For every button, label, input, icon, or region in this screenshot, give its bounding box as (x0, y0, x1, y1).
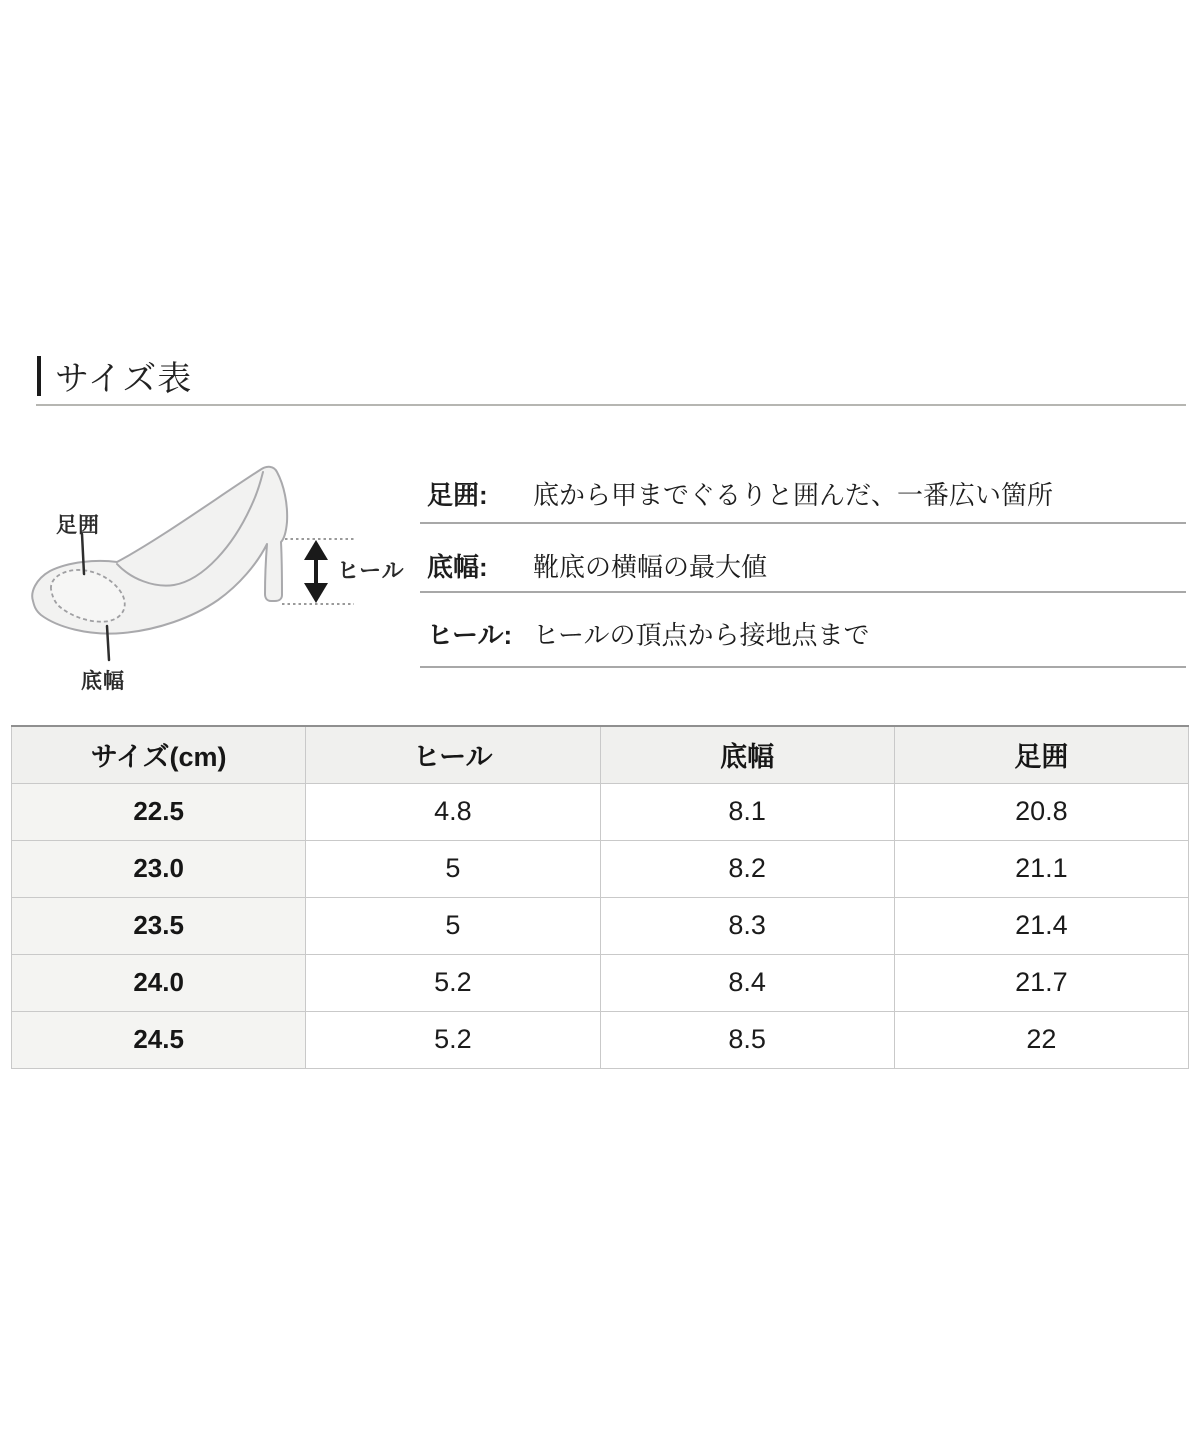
foot-girth-cell: 22 (894, 1011, 1188, 1068)
table-row (12, 783, 1189, 840)
heel-cell: 5.2 (306, 1011, 600, 1068)
title-accent-bar (37, 356, 41, 396)
size-cell: 24.5 (12, 1011, 306, 1068)
page-title: サイズ表 (55, 360, 193, 398)
size-cell: 23.5 (12, 897, 306, 954)
foot-girth-cell: 21.4 (894, 897, 1188, 954)
heel-cell: 5 (306, 840, 600, 897)
size-cell: 22.5 (12, 783, 306, 840)
sole-width-cell: 8.3 (600, 897, 894, 954)
heel-cell: 4.8 (306, 783, 600, 840)
definition-divider (420, 522, 1186, 524)
table-row (12, 897, 1189, 954)
foot-girth-cell: 20.8 (894, 783, 1188, 840)
sole-width-cell: 8.4 (600, 954, 894, 1011)
size-cell: 24.0 (12, 954, 306, 1011)
size-cell: 23.0 (12, 840, 306, 897)
table-row (12, 840, 1189, 897)
column-header-heel: ヒール (306, 726, 600, 783)
heel-cell: 5 (306, 897, 600, 954)
definition-term: 足囲: (427, 480, 488, 510)
definition-divider (420, 591, 1186, 593)
heel-cell: 5.2 (306, 954, 600, 1011)
size-table-header-row (12, 726, 1189, 783)
title-divider (36, 404, 1186, 406)
foot-girth-cell: 21.1 (894, 840, 1188, 897)
sole-width-cell: 8.1 (600, 783, 894, 840)
column-header-sole-width: 底幅 (600, 726, 894, 783)
column-header-size: サイズ(cm) (12, 726, 306, 783)
definition-description: 靴底の横幅の最大値 (533, 552, 768, 582)
sole-width-cell: 8.2 (600, 840, 894, 897)
foot-girth-cell: 21.7 (894, 954, 1188, 1011)
definition-foot-girth (420, 475, 1188, 512)
foot-girth-diagram-label: 足囲 (56, 514, 100, 537)
size-table (11, 725, 1189, 1069)
definition-sole-width (420, 547, 1188, 584)
definition-term: ヒール: (427, 620, 513, 650)
table-row (12, 954, 1189, 1011)
section-title (37, 351, 192, 400)
sole-width-cell: 8.5 (600, 1011, 894, 1068)
table-row (12, 1011, 1189, 1068)
heel-diagram-label: ヒール (337, 558, 405, 583)
sole-width-diagram-label: 底幅 (81, 670, 125, 693)
heel-measure-arrow-icon (304, 540, 328, 603)
definition-description: 底から甲までぐるりと囲んだ、一番広い箇所 (533, 480, 1054, 510)
definition-heel (420, 615, 1188, 652)
definition-divider (420, 666, 1186, 668)
definition-description: ヒールの頂点から接地点まで (533, 620, 870, 650)
column-header-foot-girth: 足囲 (894, 726, 1188, 783)
definition-term: 底幅: (427, 552, 488, 582)
shoe-measurement-diagram (20, 440, 420, 720)
